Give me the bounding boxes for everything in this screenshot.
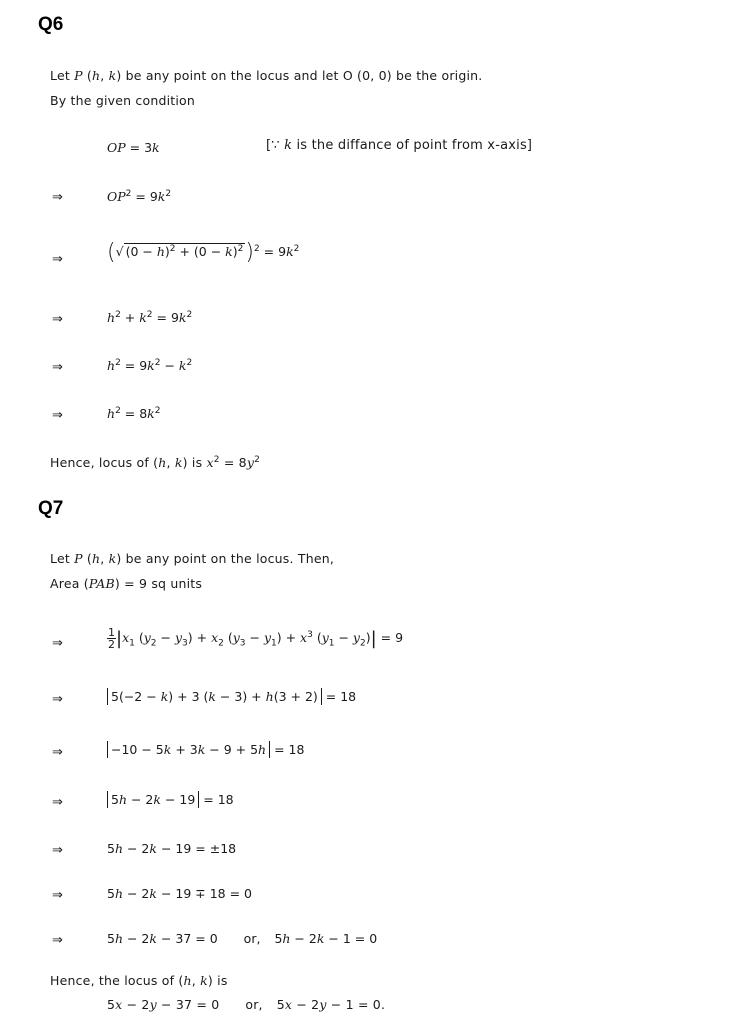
q7-intro-line-2: Area (PAB) = 9 sq units [50, 576, 203, 591]
q6-step-2: $OP^2 = 9k^2$ [107, 189, 172, 205]
q7-implies-arrow: ⇒ [52, 795, 63, 810]
q7-step-7: 5h − 2k − 37 = 0 or, 5h − 2k − 1 = 0 [107, 931, 378, 946]
q7-implies-arrow: ⇒ [52, 636, 63, 651]
q6-intro-line-1: Let P (h, k) be any point on the locus and let O (0, 0) be the origin. [50, 68, 483, 83]
q6-step-5: $h^2 = 9k^2 - k^2$ [107, 358, 193, 374]
q7-step-2: 5(−2 − k) + 3 (k − 3) + h(3 + 2) = 18 [107, 688, 356, 705]
q6-conclusion: Hence, locus of (h, k) is $x^2 = 8y^2$ [50, 455, 261, 471]
q7-implies-arrow: ⇒ [52, 888, 63, 903]
q6-note: [∵ k is the diffance of point from x-axis] [266, 138, 533, 153]
q6-implies-arrow: ⇒ [52, 408, 63, 423]
q7-step-6: 5h − 2k − 19 ∓ 18 = 0 [107, 886, 252, 901]
q6-implies-arrow: ⇒ [52, 252, 63, 267]
q6-heading: Q6 [38, 14, 64, 35]
q6-intro-line-2: By the given condition [50, 93, 196, 108]
q6-implies-arrow: ⇒ [52, 360, 63, 375]
q6-implies-arrow: ⇒ [52, 312, 63, 327]
q7-step-3: −10 − 5k + 3k − 9 + 5h = 18 [107, 741, 304, 758]
q7-intro-line-1: Let P (h, k) be any point on the locus. Then, [50, 551, 335, 566]
q6-step-4: $h^2 + k^2 = 9k^2$ [107, 310, 193, 326]
q7-heading: Q7 [38, 498, 64, 519]
q7-implies-arrow: ⇒ [52, 843, 63, 858]
q7-implies-arrow: ⇒ [52, 745, 63, 760]
q7-step-5: 5h − 2k − 19 = ±18 [107, 841, 237, 856]
q6-step-6: $h^2 = 8k^2$ [107, 406, 161, 422]
q7-step-4: 5h − 2k − 19 = 18 [107, 791, 234, 808]
q6-step-3: (√ $(0 - h)^2 + (0 - k)^2)^2 = 9k^2$ [107, 240, 300, 265]
q6-step-1: OP = 3k [107, 140, 160, 155]
q7-answer: 5x − 2y − 37 = 0 or, 5x − 2y − 1 = 0. [107, 997, 386, 1012]
q7-step-1: $\frac{1}{2}$ $|x_1$ $(y_2 - y_3) + x_2$ $(y_3 - y_1) + x^3$ $(y_1 - y_2)| = 9$ [108, 626, 404, 651]
q6-implies-arrow: ⇒ [52, 190, 63, 205]
q7-conclusion: Hence, the locus of (h, k) is [50, 973, 228, 988]
q7-implies-arrow: ⇒ [52, 933, 63, 948]
q7-implies-arrow: ⇒ [52, 692, 63, 707]
